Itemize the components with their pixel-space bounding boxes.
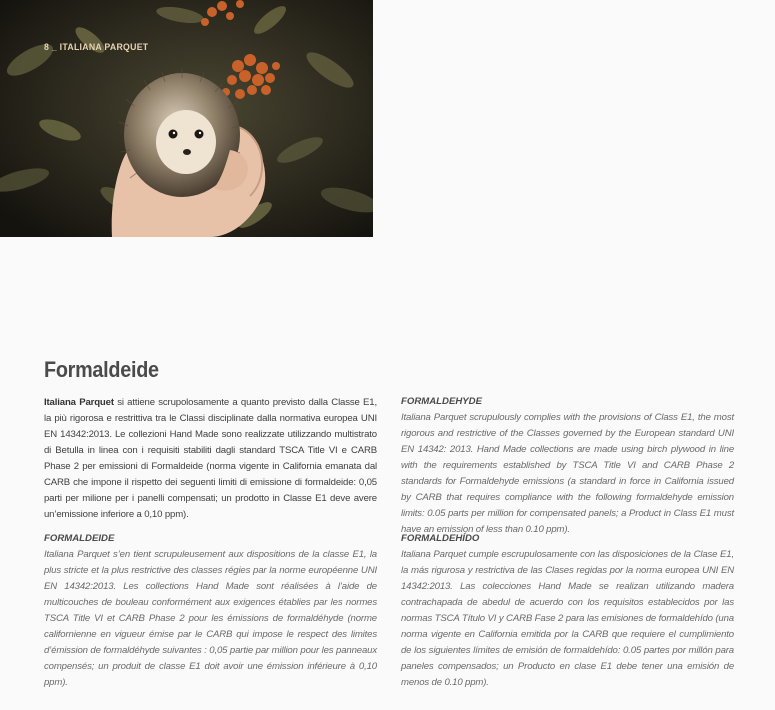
english-heading: FORMALDEHYDE: [401, 396, 483, 407]
spanish-body: Italiana Parquet cumple escrupulosamente con las disposiciones de la Clase E1, la más rigurosa y restrictiva de las Clases regidas por la norma europea UNI EN 14342:2013. Las colecciones Hand Made se realizan utilizando madera contrachapada de abedul de acuerdo con los requisitos establecidos por las normas TSCA Título VI y CARB Fase 2 para las emisiones de formaldehído (una norma vigente en California emitida por la CARB que requiere el cumplimiento de los siguientes límites de emisión de formaldehído: 0.05 partes por millón para paneles compensados; un Producto en clase E1 debe tener una emisión de menos de 0.10 ppm).: [401, 549, 734, 688]
page-label: 8 _ ITALIANA PARQUET: [44, 42, 149, 53]
spanish-heading: FORMALDEHÍDO: [401, 533, 480, 544]
french-body: Italiana Parquet s’en tient scrupuleusement aux dispositions de la classe E1, la plus stricte et la plus restrictive des classes régies par la norme européenne UNI EN 14342:2013. Les collections Hand Made sont réalisées à l’aide de multicouches de bouleau conformément aux exigences établies par les normes TSCA Title VI et CARB Phase 2 pour les émissions de formaldéhyde (norme californienne en vigueur émise par le CARB qui impose le respect des limites d’émission de formaldéhyde suivantes : 0,05 partie par million pour les panneaux compensés; un produit de classe E1 doit avoir une émission inférieure à 0,10 ppm).: [44, 549, 377, 688]
italian-paragraph: [44, 395, 377, 523]
italian-body: si attiene scrupolosamente a quanto previsto dalla Classe E1, la più rigorosa e restrittiva tra le Classi disciplinate dalla normativa europea UNI EN 14342:2013. Le collezioni Hand Made sono realizzate utilizzando multistrato di Betulla in linea con i requisiti stabiliti dagli standard TSCA Title VI e CARB Phase 2 per emissioni di Formaldeide (norma vigente in California emanata dal CARB che impone il rispetto dei seguenti limiti di emissione di formaldeide: 0,05 parti per milione per i panelli compensati; un prodotto in Classe E1 deve avere un’emissione inferiore a 0,10 ppm).: [44, 397, 378, 520]
page-title: Formaldeide: [44, 357, 159, 382]
english-section: [401, 395, 734, 538]
hedgehog-photo: [0, 0, 373, 237]
left-column: [44, 395, 377, 523]
french-heading: FORMALDEIDE: [44, 533, 115, 544]
english-body: Italiana Parquet scrupulously complies with the provisions of Class E1, the most rigorous and restrictive of the Classes governed by the European standard UNI EN 14342: 2013. Hand Made collections are made using birch plywood in line with the requirements established by TSCA Title VI and CARB Phase 2 standards for Formaldehyde emissions (a standard in force in California issued by CARB that requires compliance with the following formaldehyde emission limits: 0.05 parts per million for compensated panels; a Product in Class E1 must have an emission of less than 0.10 ppm).: [401, 412, 734, 535]
spanish-section: [401, 532, 734, 691]
italian-lead: Italiana Parquet: [44, 397, 114, 408]
french-section: [44, 532, 377, 691]
